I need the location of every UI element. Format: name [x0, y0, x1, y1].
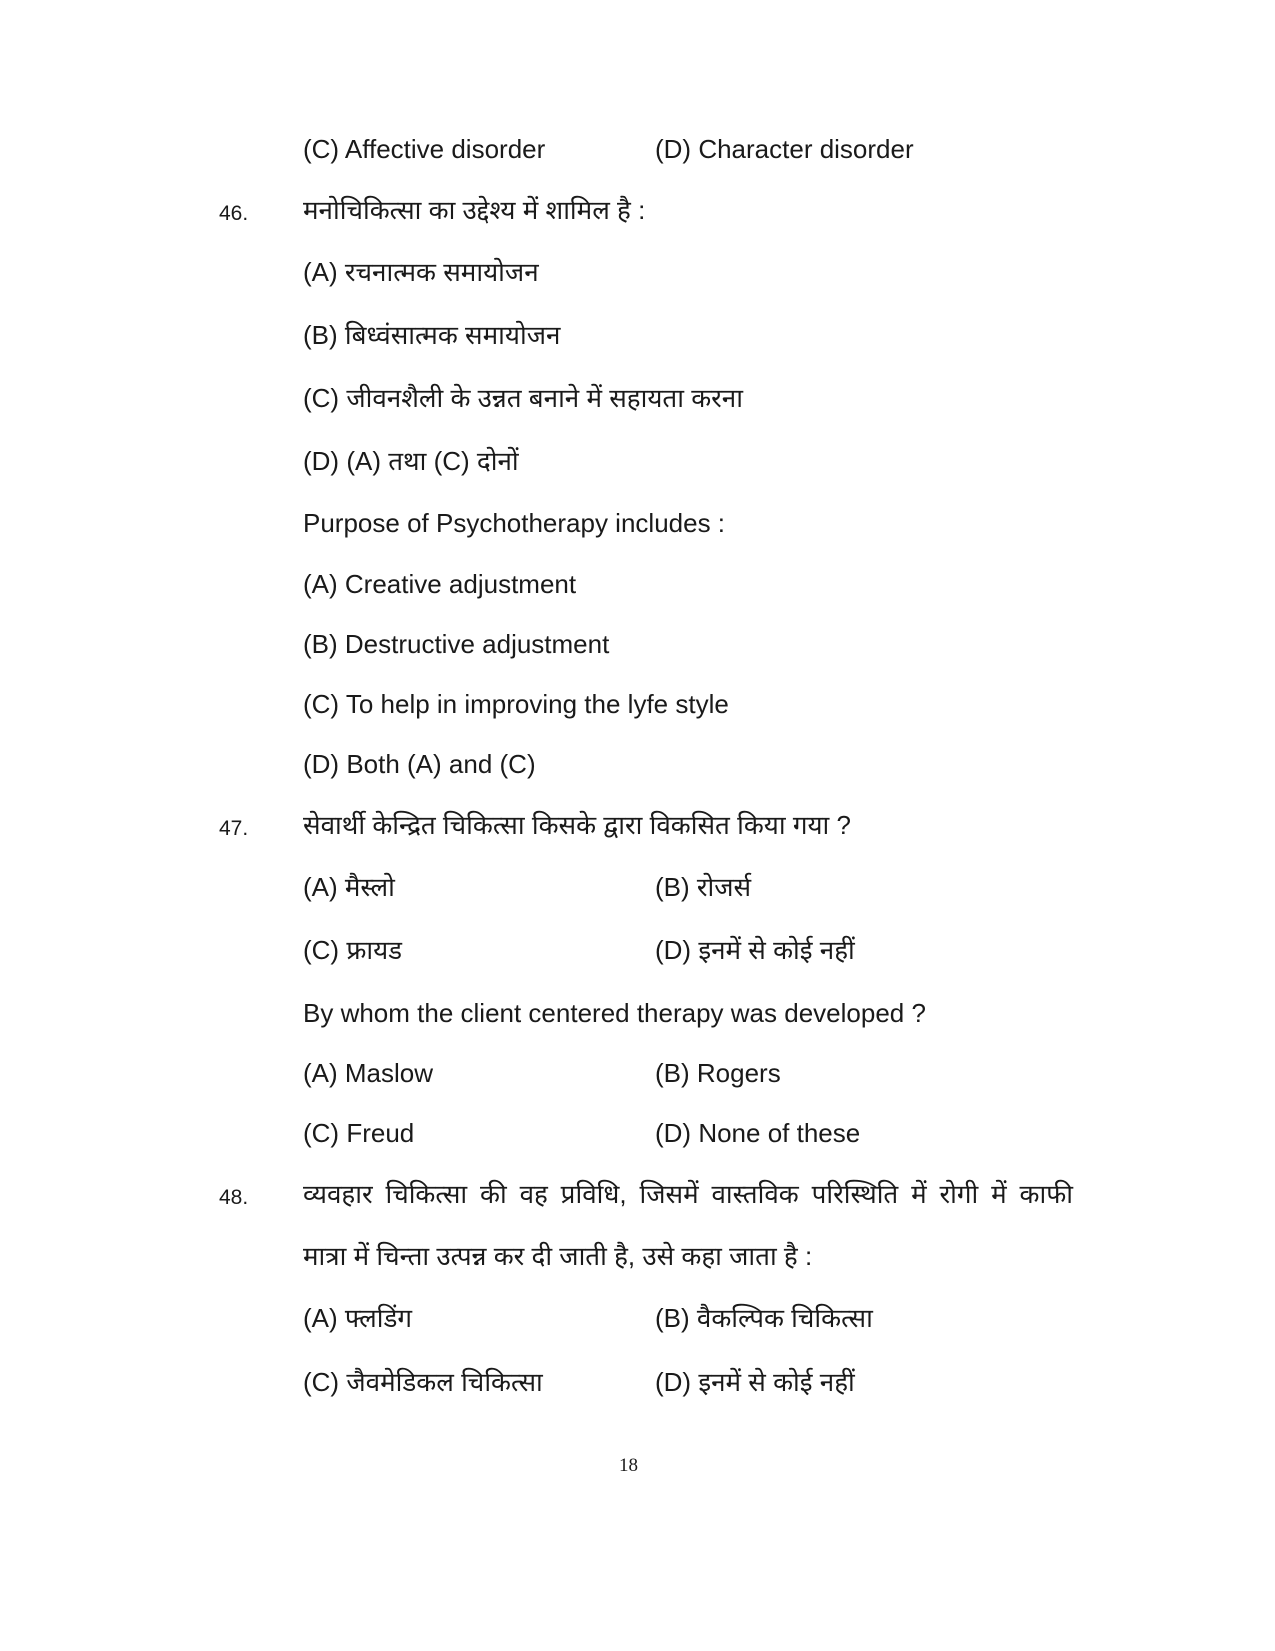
q48-hindi-question-line2: मात्रा में चिन्ता उत्पन्न कर दी जाती है, उसे कहा जाता है :	[303, 1241, 813, 1271]
q46-english-option-b: (B) Destructive adjustment	[303, 629, 610, 659]
q45-option-d: (D) Character disorder	[655, 134, 914, 164]
q48-hindi-option-a: (A) फ्लडिंग	[303, 1303, 413, 1333]
q48-number: 48.	[219, 1186, 249, 1209]
q46-hindi-option-d: (D) (A) तथा (C) दोनों	[303, 446, 519, 476]
q45-option-c: (C) Affective disorder	[303, 134, 546, 164]
q46-hindi-option-c: (C) जीवनशैली के उन्नत बनाने में सहायता करना	[303, 383, 743, 413]
q47-english-option-a: (A) Maslow	[303, 1058, 434, 1088]
q47-english-question: By whom the client centered therapy was developed ?	[303, 998, 926, 1028]
q46-english-question: Purpose of Psychotherapy includes :	[303, 508, 726, 538]
q48-hindi-option-b: (B) वैकल्पिक चिकित्सा	[655, 1303, 873, 1333]
q46-number: 46.	[219, 202, 249, 225]
q48-hindi-option-c: (C) जैवमेडिकल चिकित्सा	[303, 1367, 543, 1397]
q48-hindi-question-line1: व्यवहार चिकित्सा की वह प्रविधि, जिसमें वास्तविक परिस्थिति में रोगी में काफी	[303, 1179, 1073, 1209]
q47-hindi-option-c: (C) फ्रायड	[303, 935, 403, 965]
q46-english-option-d: (D) Both (A) and (C)	[303, 749, 536, 779]
q48-hindi-option-d: (D) इनमें से कोई नहीं	[655, 1367, 855, 1397]
q47-english-option-c: (C) Freud	[303, 1118, 415, 1148]
q47-hindi-question: सेवार्थी केन्द्रित चिकित्सा किसके द्वारा विकसित किया गया ?	[303, 810, 851, 840]
q47-number: 47.	[219, 817, 249, 840]
page-number: 18	[619, 1455, 638, 1476]
q46-english-option-c: (C) To help in improving the lyfe style	[303, 689, 729, 719]
q46-hindi-question: मनोचिकित्सा का उद्देश्य में शामिल है :	[303, 195, 646, 225]
q47-english-option-b: (B) Rogers	[655, 1058, 781, 1088]
q46-hindi-option-b: (B) बिध्वंसात्मक समायोजन	[303, 320, 561, 350]
q47-english-option-d: (D) None of these	[655, 1118, 861, 1148]
q47-hindi-option-b: (B) रोजर्स	[655, 872, 752, 902]
q47-hindi-option-a: (A) मैस्लो	[303, 872, 395, 902]
q47-hindi-option-d: (D) इनमें से कोई नहीं	[655, 935, 855, 965]
q46-english-option-a: (A) Creative adjustment	[303, 569, 577, 599]
q46-hindi-option-a: (A) रचनात्मक समायोजन	[303, 257, 539, 287]
